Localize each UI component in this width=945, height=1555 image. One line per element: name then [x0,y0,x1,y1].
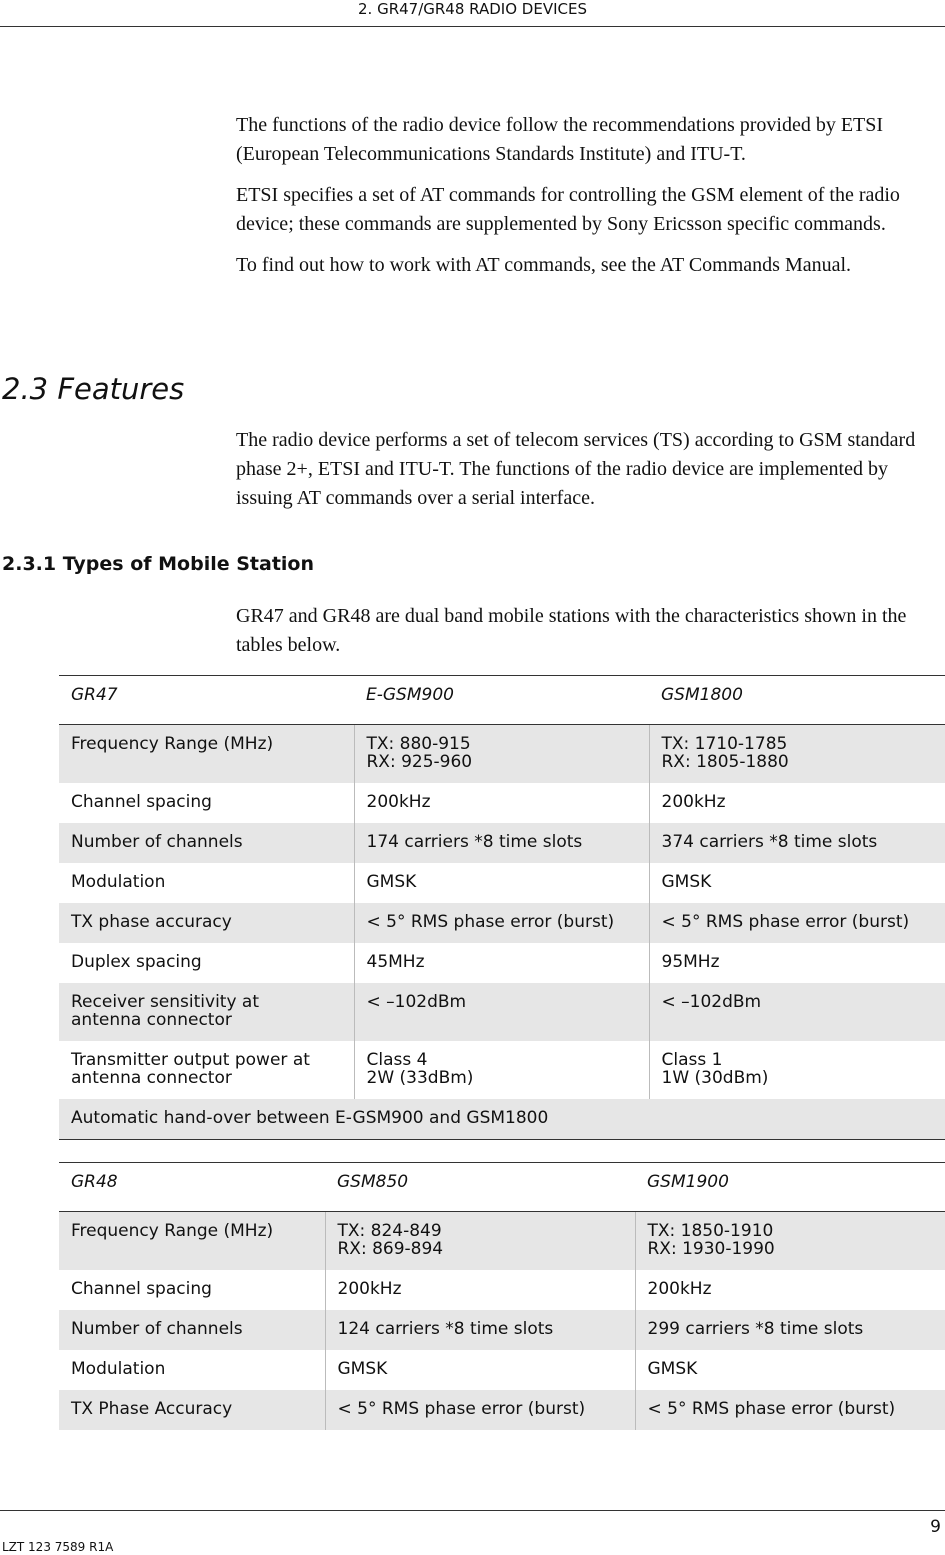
table-cell [59,983,354,1041]
table-cell: Automatic hand-over between E-GSM900 and GSM1800 [59,1099,945,1140]
types-paragraph: GR47 and GR48 are dual band mobile stations with the characteristics shown in the tables below. [236,605,907,656]
table-cell: < 5° RMS phase error (burst) [354,903,649,943]
table-row [59,1310,945,1350]
intro-paragraph-3: To find out how to work with AT commands, see the AT Commands Manual. [236,254,852,276]
intro-paragraph-2: ETSI specifies a set of AT commands for controlling the GSM element of the radio device; these commands are supplemented by Sony Ericsson specific commands. [236,184,900,235]
table-row [59,943,945,983]
intro-paragraph-1: The functions of the radio device follow the recommendations provided by ETSI (European Telecommunications Standards Institute) and ITU-T. [236,114,884,165]
table-cell: Number of channels [59,1310,325,1350]
cell-line: 2W (33dBm) [366,1068,474,1088]
types-section [236,602,940,660]
features-heading: 2.3 Features [2,372,185,406]
cell-line: antenna connector [71,1010,232,1030]
table-cell: < 5° RMS phase error (burst) [325,1390,635,1430]
running-header-title: 2. GR47/GR48 RADIO DEVICES [358,0,587,18]
gr47-table [59,675,945,1140]
gr48-table [59,1162,945,1430]
table-cell: Frequency Range (MHz) [59,1212,325,1271]
table-cell: GMSK [354,863,649,903]
table-cell [649,725,945,784]
cell-line: TX: 824-849 [337,1221,442,1241]
table-row [59,903,945,943]
cell-line: RX: 1805-1880 [661,752,789,772]
table-cell: 124 carriers *8 time slots [325,1310,635,1350]
types-heading: 2.3.1 Types of Mobile Station [2,553,314,575]
table-header-cell: GSM1900 [635,1163,945,1212]
table-cell: TX phase accuracy [59,903,354,943]
table-cell: Channel spacing [71,1279,212,1299]
page-number: 9 [930,1517,941,1537]
cell-line: Class 1 [661,1050,723,1070]
table-cell: Duplex spacing [71,952,202,972]
table-row [59,863,945,903]
cell-line: Receiver sensitivity at [71,992,260,1012]
table-row [59,725,945,784]
cell-line: Class 4 [366,1050,428,1070]
cell-line: 1W (30dBm) [661,1068,769,1088]
table-cell: 200kHz [635,1270,945,1310]
table-header-row [59,676,945,725]
table-cell: Channel spacing [71,792,212,812]
table-cell: < 5° RMS phase error (burst) [635,1390,945,1430]
table-cell: 200kHz [354,783,649,823]
cell-line: TX: 1850-1910 [647,1221,774,1241]
table-cell [354,725,649,784]
table-row [59,1041,945,1099]
intro-section [236,111,940,280]
table-cell: Number of channels [59,823,354,863]
table-cell: 174 carriers *8 time slots [354,823,649,863]
cell-line: RX: 869-894 [337,1239,444,1259]
table-cell: TX Phase Accuracy [59,1390,325,1430]
table-cell: < 5° RMS phase error (burst) [649,903,945,943]
cell-line: TX: 880-915 [366,734,471,754]
table-cell [59,1041,354,1099]
table-row [59,983,945,1041]
table-header-row [59,1163,945,1212]
table-cell [635,1212,945,1271]
table-cell: 45MHz [354,943,649,983]
table-cell: GMSK [649,863,945,903]
table-cell [649,1041,945,1099]
table-row [59,1350,945,1390]
table-cell: Frequency Range (MHz) [59,725,354,784]
table-row [59,783,945,823]
cell-line: antenna connector [71,1068,232,1088]
cell-line: TX: 1710-1785 [661,734,788,754]
cell-line: RX: 925-960 [366,752,473,772]
table-row [59,1390,945,1430]
table-cell [354,1041,649,1099]
table-cell: Modulation [71,872,166,892]
footer-rule [0,1510,945,1511]
cell-line: RX: 1930-1990 [647,1239,775,1259]
document-id: LZT 123 7589 R1A [2,1540,114,1554]
table-cell: GMSK [635,1350,945,1390]
table-row [59,1212,945,1271]
table-cell: 299 carriers *8 time slots [635,1310,945,1350]
table-row [59,823,945,863]
table-cell: 200kHz [649,783,945,823]
table-header-cell: GR48 [59,1163,325,1212]
table-cell: GMSK [325,1350,635,1390]
cell-line: Transmitter output power at [71,1050,310,1070]
page-header [0,0,945,27]
features-section [236,426,940,513]
table-header-cell: GR47 [59,676,354,725]
table-cell [325,1212,635,1271]
features-paragraph: The radio device performs a set of telecom services (TS) according to GSM standard phase 2+, ETSI and ITU-T. The functions of the radio device are implemented by issuing AT commands over a serial interface. [236,429,916,509]
table-cell: < –102dBm [649,983,945,1041]
table-header-cell: GSM850 [325,1163,635,1212]
table-cell: 95MHz [649,943,945,983]
table-row [59,1099,945,1140]
table-cell: < –102dBm [354,983,649,1041]
table-cell: 200kHz [325,1270,635,1310]
table-header-cell: E-GSM900 [354,676,649,725]
table-cell: Modulation [71,1359,166,1379]
table-row [59,1270,945,1310]
table-cell: 374 carriers *8 time slots [649,823,945,863]
table-header-cell: GSM1800 [649,676,945,725]
